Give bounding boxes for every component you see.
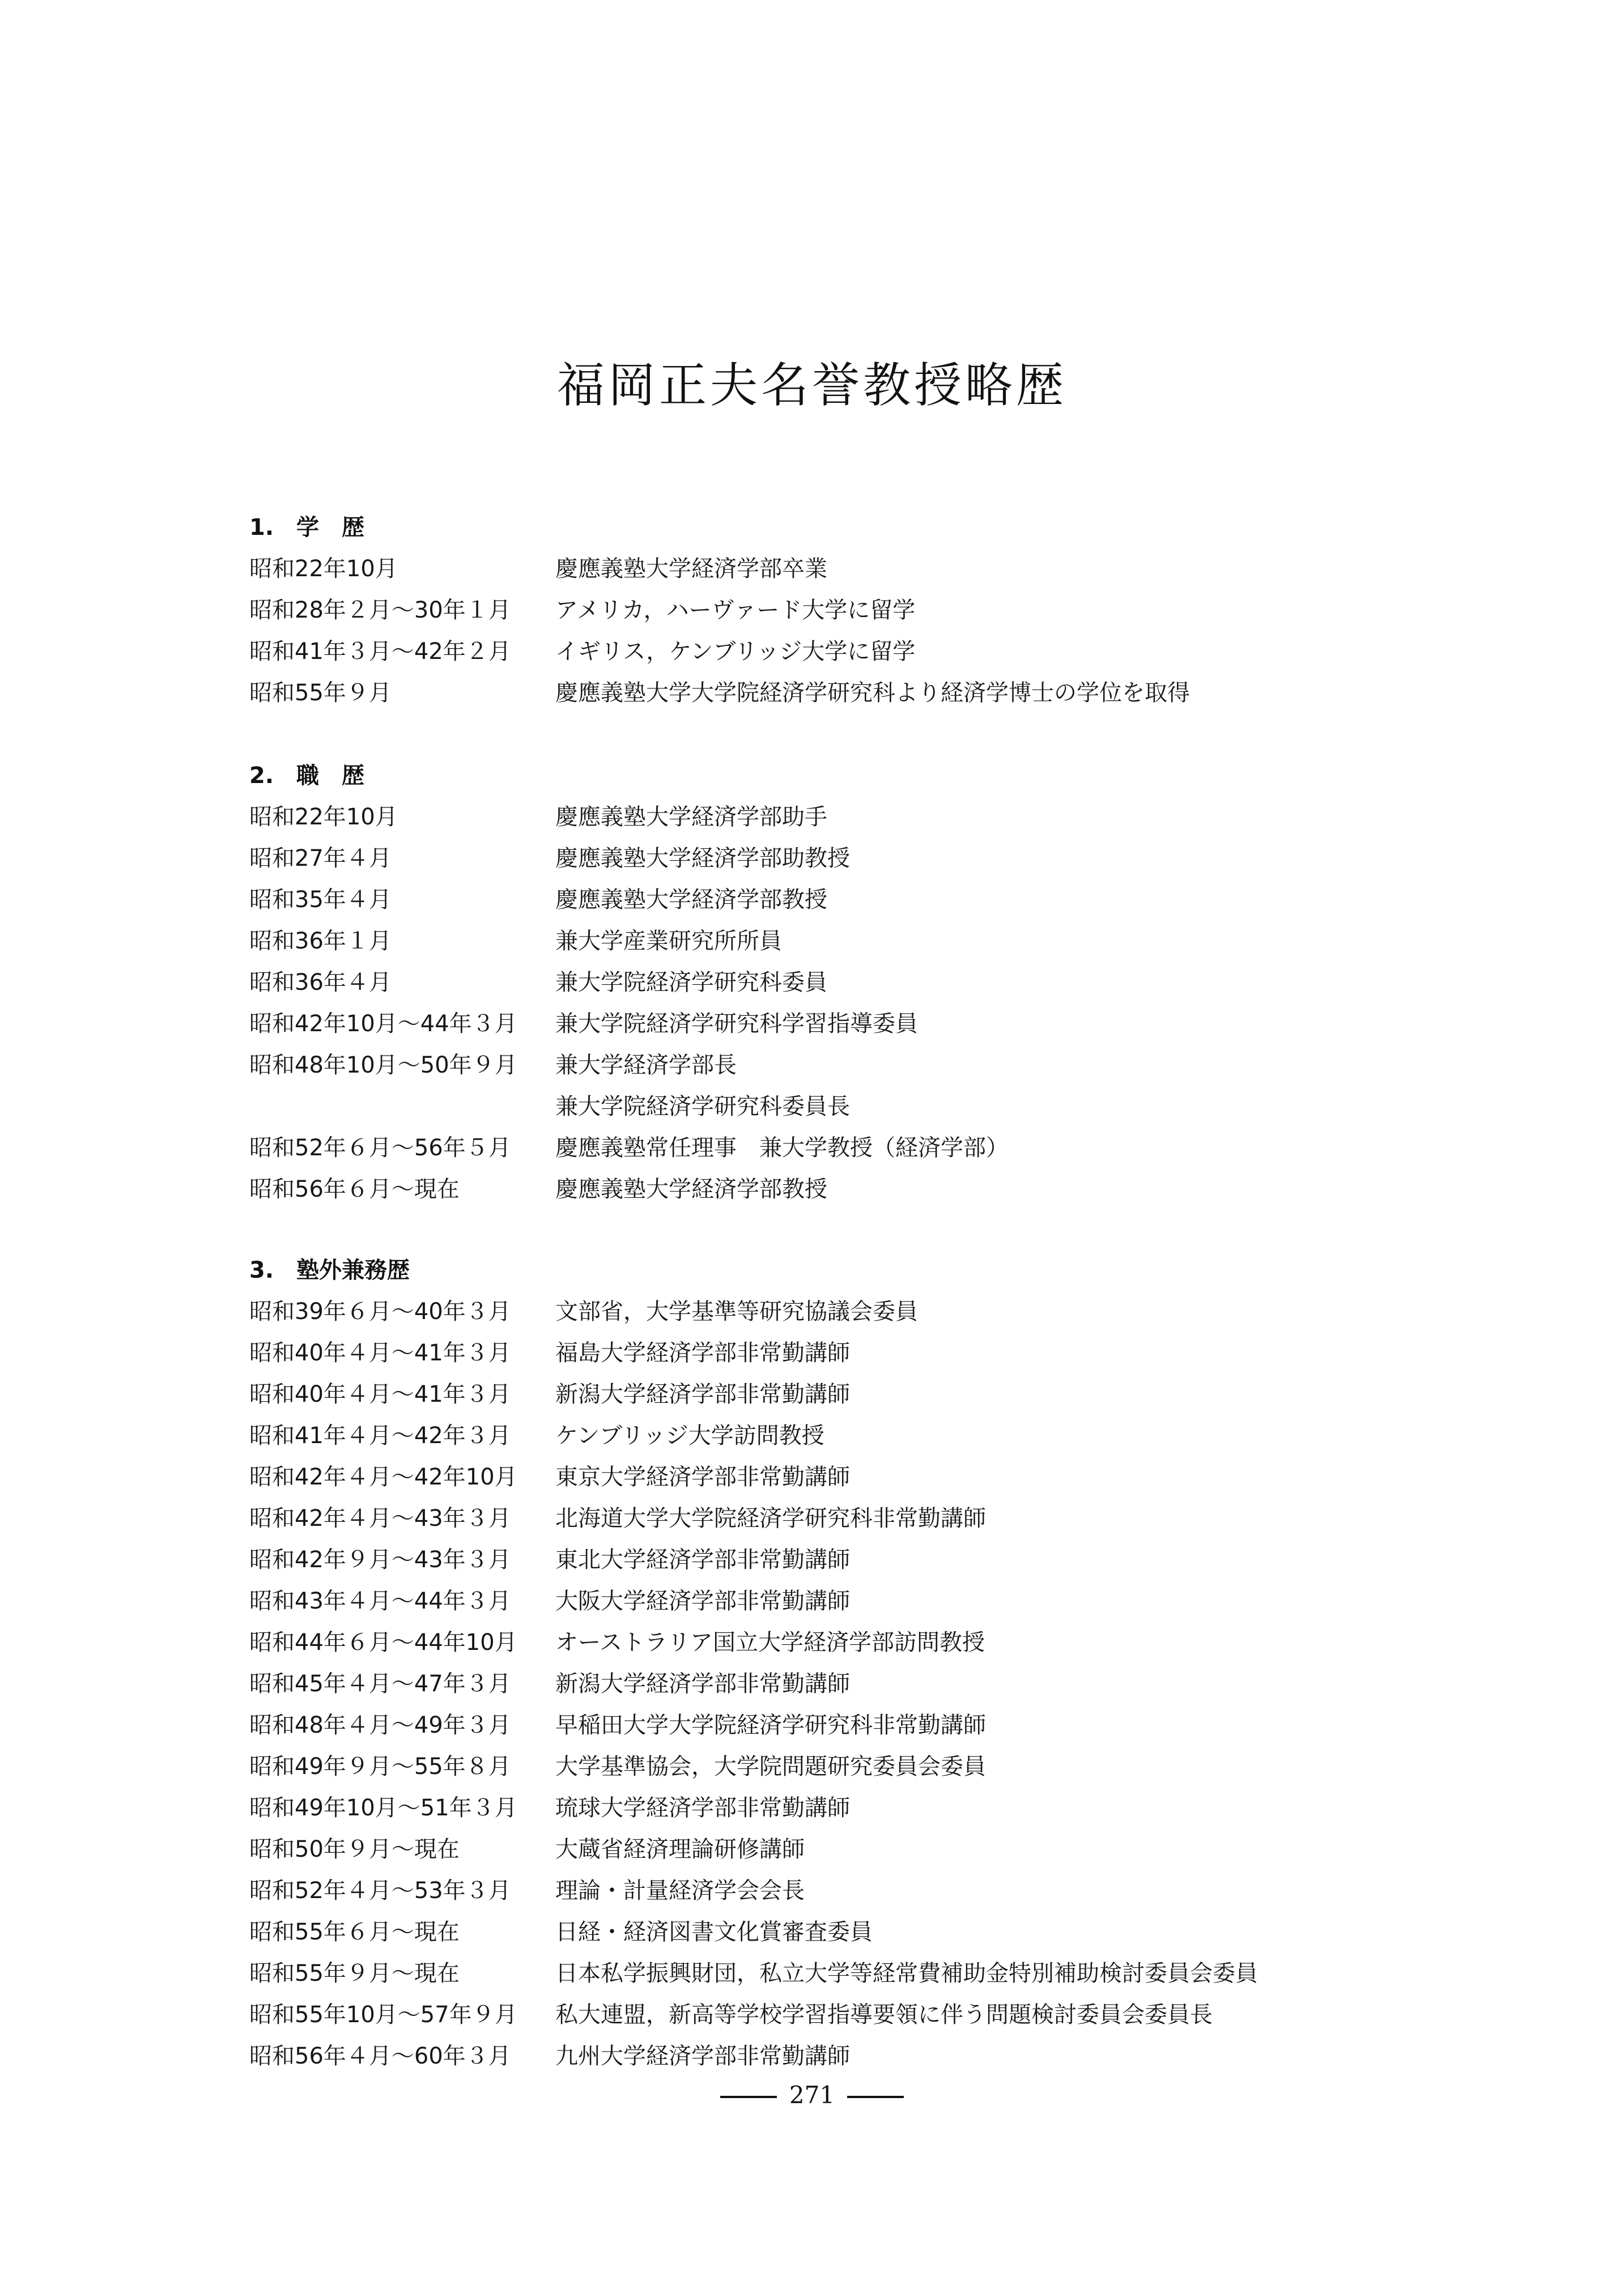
entry-date: 昭和22年10月 <box>249 556 398 582</box>
list-item <box>249 1045 1383 1086</box>
entry-description: 早稲田大学大学院経済学研究科非常勤講師 <box>555 1712 986 1738</box>
entry-description: 慶應義塾大学経済学部助教授 <box>555 845 850 871</box>
section-career <box>249 755 1383 1210</box>
entry-date: 昭和36年１月 <box>249 928 392 954</box>
list-item <box>249 1664 1383 1705</box>
entry-description: 福島大学経済学部非常勤講師 <box>555 1340 850 1366</box>
entry-description: 琉球大学経済学部非常勤講師 <box>555 1795 850 1821</box>
list-item <box>249 1169 1383 1210</box>
entry-description: 慶應義塾大学経済学部教授 <box>555 887 827 913</box>
entry-description: 東京大学経済学部非常勤講師 <box>555 1464 850 1490</box>
list-item <box>249 1994 1383 2036</box>
entry-description: 慶應義塾大学経済学部卒業 <box>555 556 827 582</box>
list-item <box>249 838 1383 879</box>
entry-date: 昭和48年４月〜49年３月 <box>249 1712 511 1738</box>
list-item <box>249 1086 1383 1128</box>
entry-date: 昭和55年９月〜現在 <box>249 1960 460 1986</box>
entry-description: 大蔵省経済理論研修講師 <box>555 1836 805 1862</box>
list-item <box>249 1003 1383 1045</box>
entry-description: 新潟大学経済学部非常勤講師 <box>555 1381 850 1407</box>
list-item <box>249 1953 1383 1994</box>
entry-date: 昭和22年10月 <box>249 804 398 830</box>
entry-date: 昭和42年４月〜43年３月 <box>249 1505 511 1531</box>
list-item <box>249 548 1383 590</box>
list-item <box>249 1746 1383 1788</box>
list-item <box>249 921 1383 962</box>
entry-description: 兼大学院経済学研究科委員 <box>555 969 827 996</box>
entry-description: イギリス，ケンブリッジ大学に留学 <box>555 639 916 665</box>
entry-date: 昭和55年９月 <box>249 680 392 706</box>
entry-date: 昭和42年９月〜43年３月 <box>249 1547 511 1573</box>
entry-description: 大阪大学経済学部非常勤講師 <box>555 1588 850 1614</box>
list-item <box>249 1457 1383 1498</box>
list-item <box>249 1581 1383 1622</box>
entry-description: ケンブリッジ大学訪問教授 <box>555 1423 824 1449</box>
list-item <box>249 1291 1383 1333</box>
entry-date: 昭和56年４月〜60年３月 <box>249 2043 511 2069</box>
entry-date: 昭和42年４月〜42年10月 <box>249 1464 517 1490</box>
entry-date: 昭和52年４月〜53年３月 <box>249 1878 511 1904</box>
list-item <box>249 1498 1383 1539</box>
right-dash-rule <box>847 2096 904 2098</box>
entry-date: 昭和42年10月〜44年３月 <box>249 1011 517 1037</box>
list-item <box>249 1374 1383 1415</box>
list-item <box>249 879 1383 921</box>
entry-date: 昭和49年９月〜55年８月 <box>249 1754 511 1780</box>
entry-description: 兼大学院経済学研究科学習指導委員 <box>555 1011 918 1037</box>
entry-date: 昭和48年10月〜50年９月 <box>249 1052 517 1078</box>
list-item <box>249 673 1383 714</box>
list-item <box>249 1128 1383 1169</box>
entry-date: 昭和43年４月〜44年３月 <box>249 1588 511 1614</box>
section-education <box>249 507 1383 714</box>
list-item <box>249 797 1383 838</box>
list-item <box>249 2036 1383 2077</box>
entry-date: 昭和40年４月〜41年３月 <box>249 1340 511 1366</box>
page-number: 271 <box>789 2081 835 2109</box>
entry-date: 昭和36年４月 <box>249 969 392 996</box>
entry-date: 昭和28年２月〜30年１月 <box>249 597 511 623</box>
list-item <box>249 1333 1383 1374</box>
list-item <box>249 1912 1383 1953</box>
entry-date: 昭和55年６月〜現在 <box>249 1919 460 1945</box>
list-item <box>249 1705 1383 1746</box>
section-heading: 2. 職 歴 <box>249 763 365 789</box>
list-item <box>249 1415 1383 1457</box>
entry-description: 大学基準協会，大学院問題研究委員会委員 <box>555 1754 986 1780</box>
entry-date: 昭和44年６月〜44年10月 <box>249 1630 517 1656</box>
list-item <box>249 962 1383 1003</box>
entry-description: 新潟大学経済学部非常勤講師 <box>555 1671 850 1697</box>
entry-date: 昭和40年４月〜41年３月 <box>249 1381 511 1407</box>
list-item <box>249 1622 1383 1664</box>
page-footer <box>0 2078 1624 2112</box>
entry-description: 慶應義塾大学経済学部教授 <box>555 1176 827 1202</box>
list-item <box>249 1829 1383 1870</box>
entry-description: 東北大学経済学部非常勤講師 <box>555 1547 850 1573</box>
entry-description: 慶應義塾大学大学院経済学研究科より経済学博士の学位を取得 <box>555 680 1190 706</box>
list-item <box>249 631 1383 673</box>
list-item <box>249 1788 1383 1829</box>
section-external-positions <box>249 1250 1383 2077</box>
entry-description: 日経・経済図書文化賞審査委員 <box>555 1919 873 1945</box>
section-heading: 3. 塾外兼務歴 <box>249 1257 410 1283</box>
entry-description: 九州大学経済学部非常勤講師 <box>555 2043 850 2069</box>
entry-date: 昭和41年４月〜42年３月 <box>249 1423 511 1449</box>
list-item <box>249 590 1383 631</box>
entry-date: 昭和56年６月〜現在 <box>249 1176 460 1202</box>
entry-date: 昭和27年４月 <box>249 845 392 871</box>
entry-date: 昭和50年９月〜現在 <box>249 1836 460 1862</box>
entry-description: 兼大学産業研究所所員 <box>555 928 782 954</box>
left-dash-rule <box>720 2096 777 2098</box>
entry-description: 兼大学経済学部長 <box>555 1052 737 1078</box>
list-item <box>249 1870 1383 1912</box>
entry-date: 昭和52年６月〜56年５月 <box>249 1135 511 1161</box>
entry-description: 慶應義塾大学経済学部助手 <box>555 804 827 830</box>
entry-date: 昭和49年10月〜51年３月 <box>249 1795 517 1821</box>
section-heading: 1. 学 歴 <box>249 514 365 541</box>
page-title: 福岡正夫名誉教授略歴 <box>556 358 1067 413</box>
entry-date: 昭和45年４月〜47年３月 <box>249 1671 511 1697</box>
entry-date: 昭和35年４月 <box>249 887 392 913</box>
entry-description: 文部省，大学基準等研究協議会委員 <box>555 1299 918 1325</box>
entry-description: 理論・計量経済学会会長 <box>555 1878 805 1904</box>
entry-description: 北海道大学大学院経済学研究科非常勤講師 <box>555 1505 986 1531</box>
entry-description: 私大連盟，新高等学校学習指導要領に伴う問題検討委員会委員長 <box>555 2002 1213 2028</box>
list-item <box>249 1539 1383 1581</box>
entry-date: 昭和41年３月〜42年２月 <box>249 639 511 665</box>
entry-description: アメリカ，ハーヴァード大学に留学 <box>555 597 916 623</box>
entry-date: 昭和55年10月〜57年９月 <box>249 2002 517 2028</box>
entry-description: 兼大学院経済学研究科委員長 <box>555 1094 850 1120</box>
entry-description: オーストラリア国立大学経済学部訪問教授 <box>555 1630 985 1656</box>
entry-description: 日本私学振興財団，私立大学等経常費補助金特別補助検討委員会委員 <box>555 1960 1258 1986</box>
entry-description: 慶應義塾常任理事 兼大学教授（経済学部） <box>555 1135 1009 1161</box>
entry-date: 昭和39年６月〜40年３月 <box>249 1299 511 1325</box>
